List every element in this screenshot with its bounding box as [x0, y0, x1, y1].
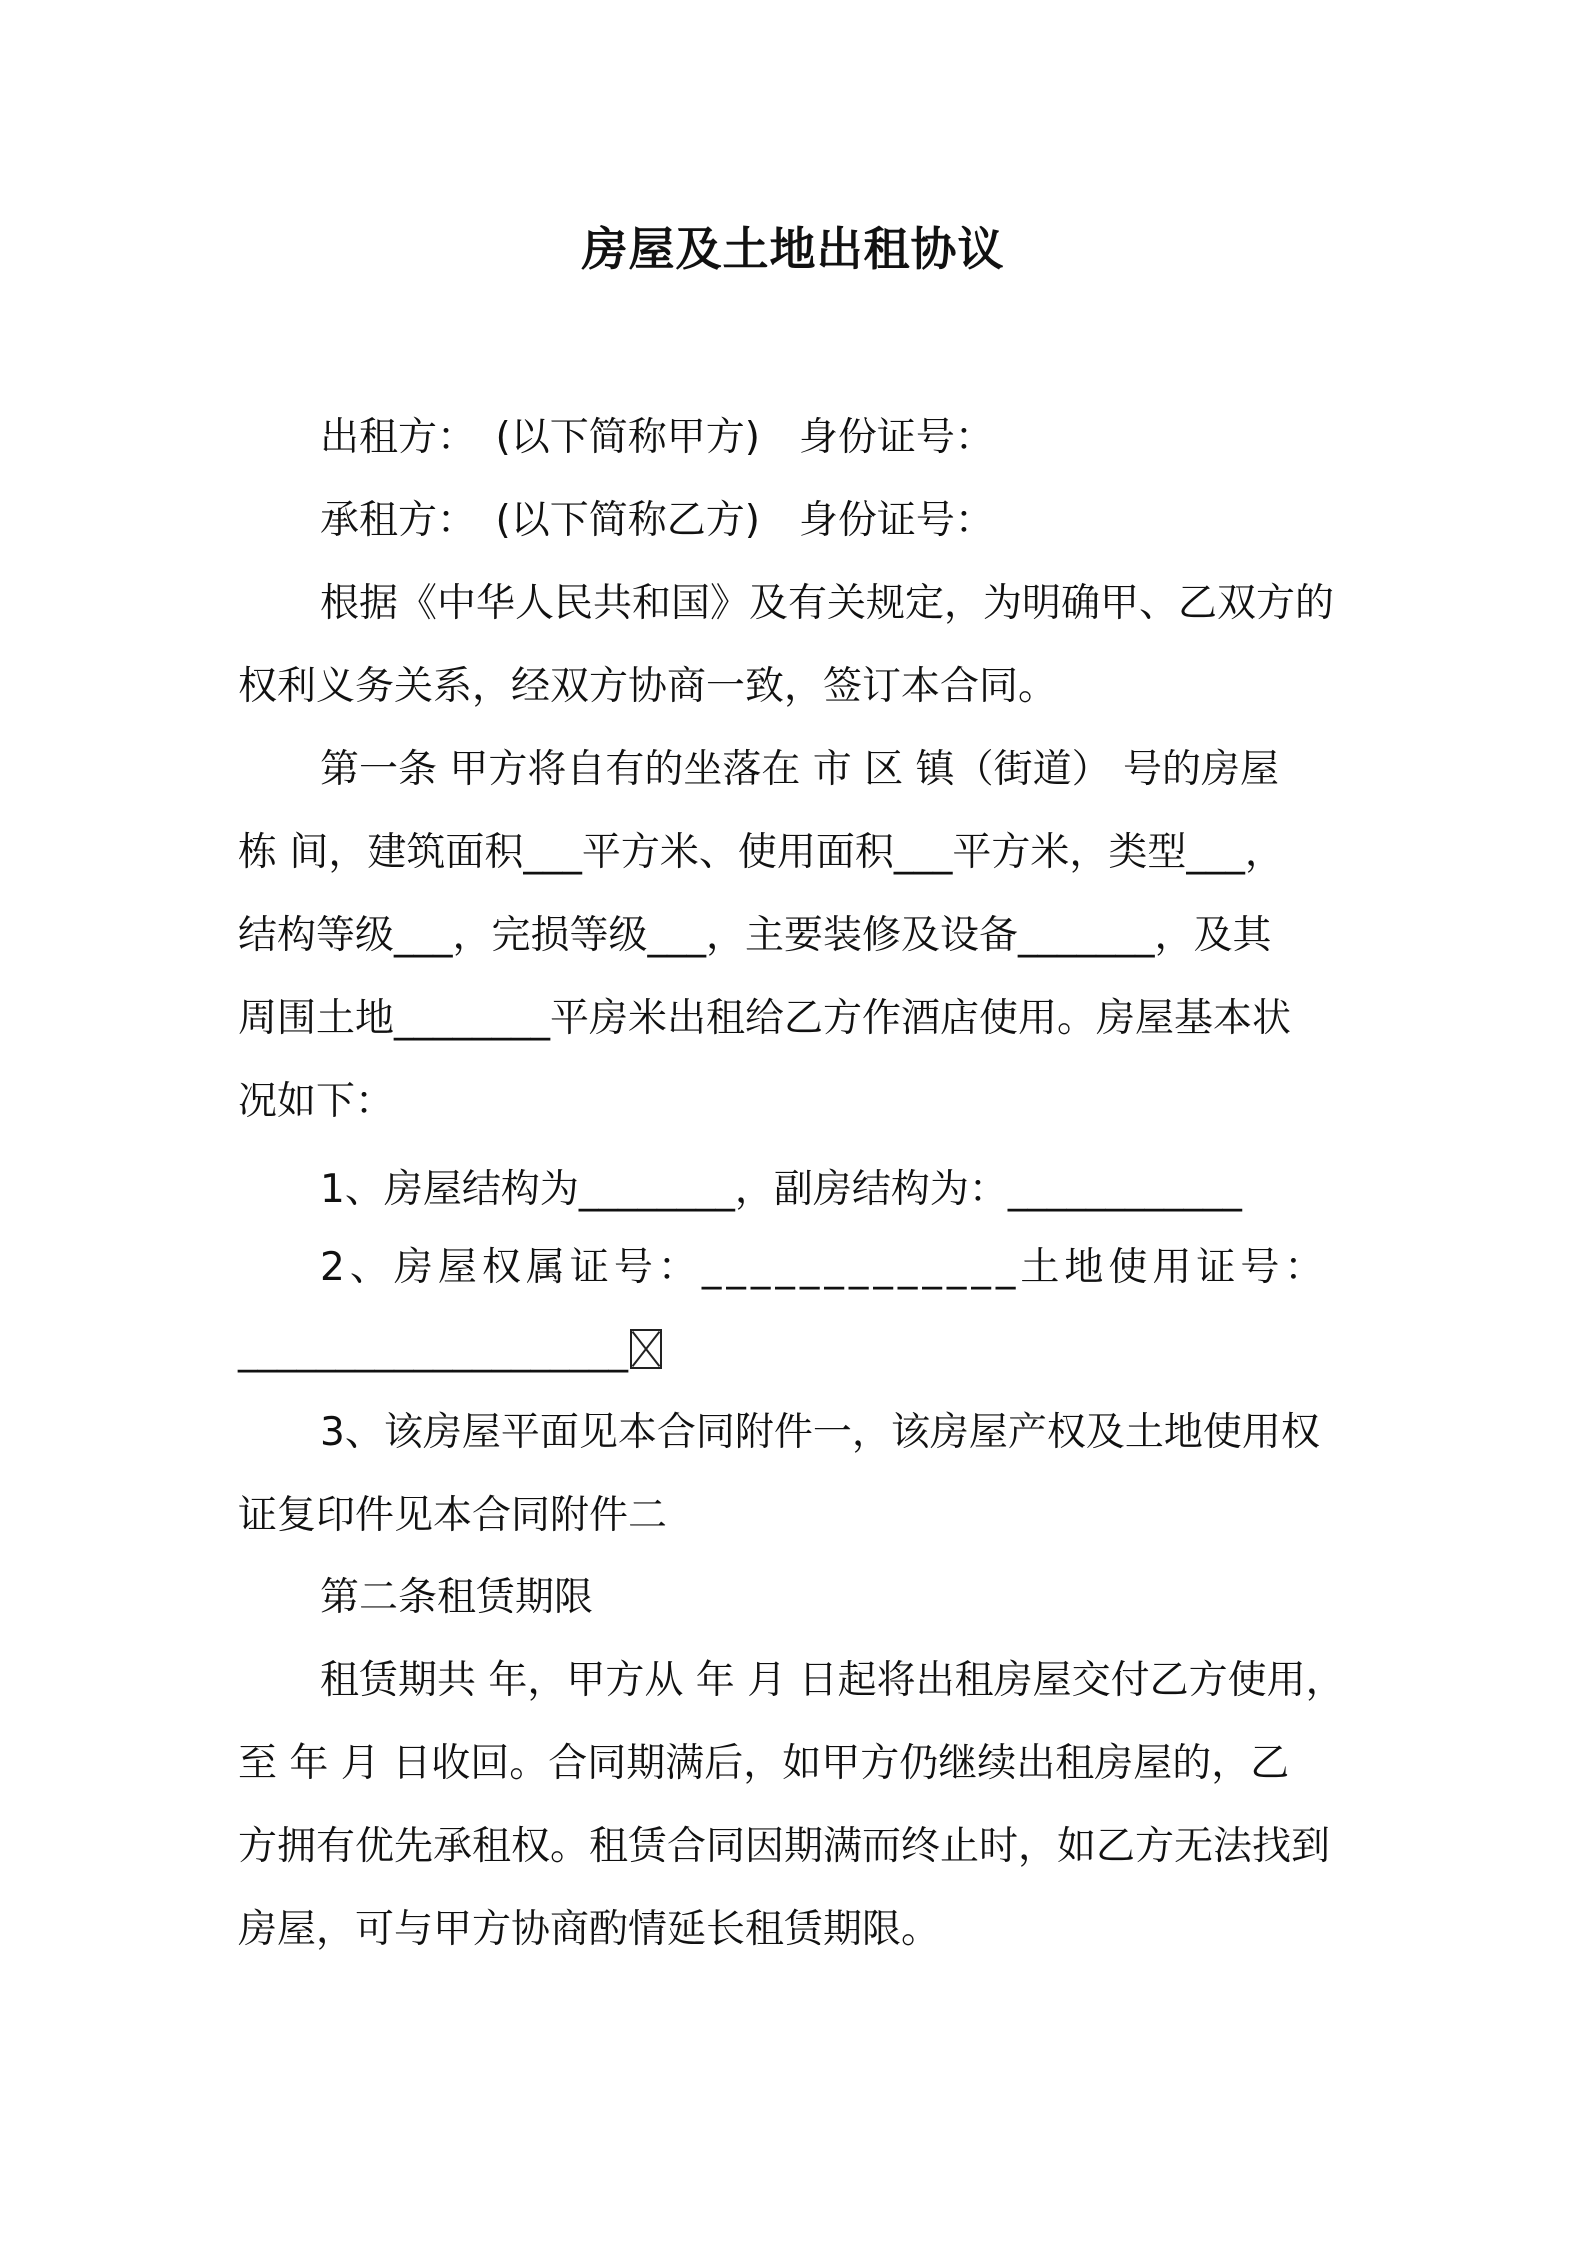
article-1-line-1: 第一条 甲方将自有的坐落在 市 区 镇（街道） 号的房屋	[320, 747, 1279, 792]
lessor-line: 出租方： (以下简称甲方) 身份证号：	[320, 415, 994, 460]
document-title: 房屋及土地出租协议	[581, 222, 1005, 276]
preamble-line-1: 根据《中华人民共和国》及有关规定，为明确甲、乙双方的	[320, 581, 1335, 626]
article-1-line-3: 结构等级___，完损等级___，主要装修及设备_______，及其	[238, 913, 1272, 958]
item-2-blank: ____________________	[238, 1328, 628, 1373]
article-1-line-2: 栋 间，建筑面积___平方米、使用面积___平方米，类型___，	[238, 830, 1284, 875]
item-2-line: 2、房屋权属证号：_____________土地使用证号：	[320, 1245, 1329, 1290]
article-2-line-2: 至 年 月 日收回。合同期满后，如甲方仍继续出租房屋的，乙	[238, 1741, 1290, 1786]
item-2-continuation	[238, 1323, 1358, 1379]
article-2-heading: 第二条租赁期限	[320, 1575, 594, 1620]
article-2-line-1: 租赁期共 年，甲方从 年 月 日起将出租房屋交付乙方使用，	[320, 1658, 1345, 1703]
item-1-line: 1、房屋结构为________，副房结构为：____________	[320, 1167, 1242, 1212]
checkbox-crossed-icon	[630, 1329, 662, 1369]
item-3-line-1: 3、该房屋平面见本合同附件一，该房屋产权及土地使用权	[320, 1410, 1320, 1455]
article-1-line-4: 周围土地________平房米出租给乙方作酒店使用。房屋基本状	[238, 996, 1292, 1041]
preamble-line-2: 权利义务关系，经双方协商一致，签订本合同。	[238, 664, 1058, 709]
article-1-line-5: 况如下：	[238, 1079, 395, 1124]
item-3-line-2: 证复印件见本合同附件二	[238, 1493, 668, 1538]
article-2-line-4: 房屋，可与甲方协商酌情延长租赁期限。	[238, 1907, 941, 1952]
lessee-line: 承租方： (以下简称乙方) 身份证号：	[320, 498, 994, 543]
article-2-line-3: 方拥有优先承租权。租赁合同因期满而终止时，如乙方无法找到	[238, 1824, 1331, 1869]
